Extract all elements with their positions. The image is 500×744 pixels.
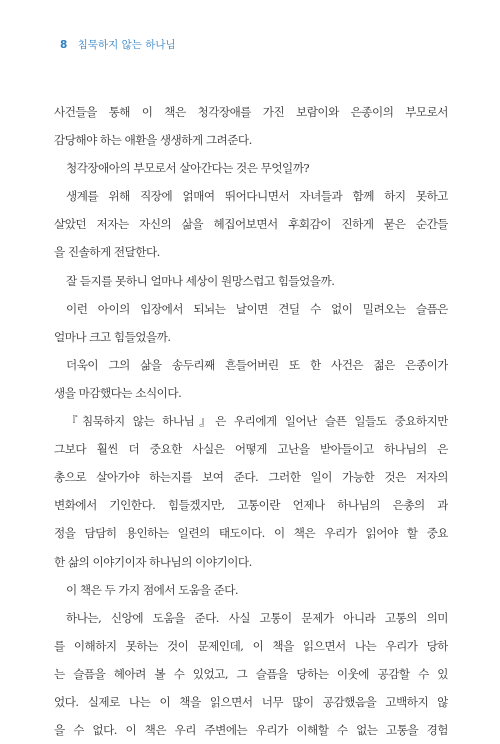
body-line: 생계를 위해 직장에 얽매여 뛰어다니면서 자녀들과 함께 하지 못하고 bbox=[66, 189, 448, 204]
body-line: 청각장애아의 부모로서 살아간다는 것은 무엇일까? bbox=[66, 161, 310, 176]
body-line: 정을 담담히 용인하는 일련의 태도이다. 이 책은 우리가 읽어야 할 중요 bbox=[54, 526, 448, 541]
body-line: 을 수 없다. 이 책은 우리 주변에는 우리가 이해할 수 없는 고통을 경험 bbox=[54, 723, 448, 738]
body-line: 총으로 살아가야 하는지를 보여 준다. 그러한 일이 가능한 것은 저자의 bbox=[54, 470, 448, 485]
body-line: 얼마나 크고 힘들었을까. bbox=[54, 329, 171, 344]
body-line: 잘 듣지를 못하니 얼마나 세상이 원망스럽고 힘들었을까. bbox=[66, 273, 335, 288]
running-head bbox=[60, 38, 176, 52]
body-line: 는 슬픔을 헤아려 볼 수 있었고, 그 슬픔을 당하는 이웃에 공감할 수 있 bbox=[54, 666, 448, 681]
body-line: 생을 마감했다는 소식이다. bbox=[54, 385, 182, 400]
body-text bbox=[54, 98, 448, 744]
page-number: 8 bbox=[60, 39, 68, 51]
body-line: 을 진솔하게 전달한다. bbox=[54, 245, 160, 260]
body-line: 그보다 훨씬 더 중요한 사실은 어떻게 고난을 받아들이고 하나님의 은 bbox=[54, 442, 448, 457]
body-line: 를 이해하지 못하는 것이 문제인데, 이 책을 읽으면서 나는 우리가 당하 bbox=[54, 638, 448, 653]
body-line: 감당해야 하는 애환을 생생하게 그려준다. bbox=[54, 133, 252, 148]
book-title: 침묵하지 않는 하나님 bbox=[77, 39, 176, 51]
body-line: 이 책은 두 가지 점에서 도움을 준다. bbox=[66, 582, 239, 597]
body-line: 사건들을 통해 이 책은 청각장애를 가진 보람이와 은종이의 부모로서 bbox=[54, 105, 448, 119]
body-line: 변화에서 기인한다. 힘들겠지만, 고통이란 언제나 하나님의 은총의 과 bbox=[54, 498, 448, 513]
body-line: 하나는, 신앙에 도움을 준다. 사실 고통이 문제가 아니라 고통의 의미 bbox=[66, 610, 448, 625]
body-line: 었다. 실제로 나는 이 책을 읽으면서 너무 많이 공감했음을 고백하지 않 bbox=[54, 694, 448, 709]
body-line: 한 삶의 이야기이자 하나님의 이야기이다. bbox=[54, 554, 252, 569]
body-line: 더욱이 그의 삶을 송두리째 흔들어버린 또 한 사건은 젊은 은종이가 bbox=[66, 357, 448, 372]
body-line: 살았던 저자는 자신의 삶을 헤집어보면서 후회감이 진하게 묻은 순간들 bbox=[54, 217, 448, 232]
body-line: 『침묵하지 않는 하나님』은 우리에게 일어난 슬픈 일들도 중요하지만 bbox=[66, 414, 448, 429]
body-line: 이런 아이의 입장에서 되뇌는 날이면 견딜 수 없이 밀려오는 슬픔은 bbox=[66, 301, 448, 316]
